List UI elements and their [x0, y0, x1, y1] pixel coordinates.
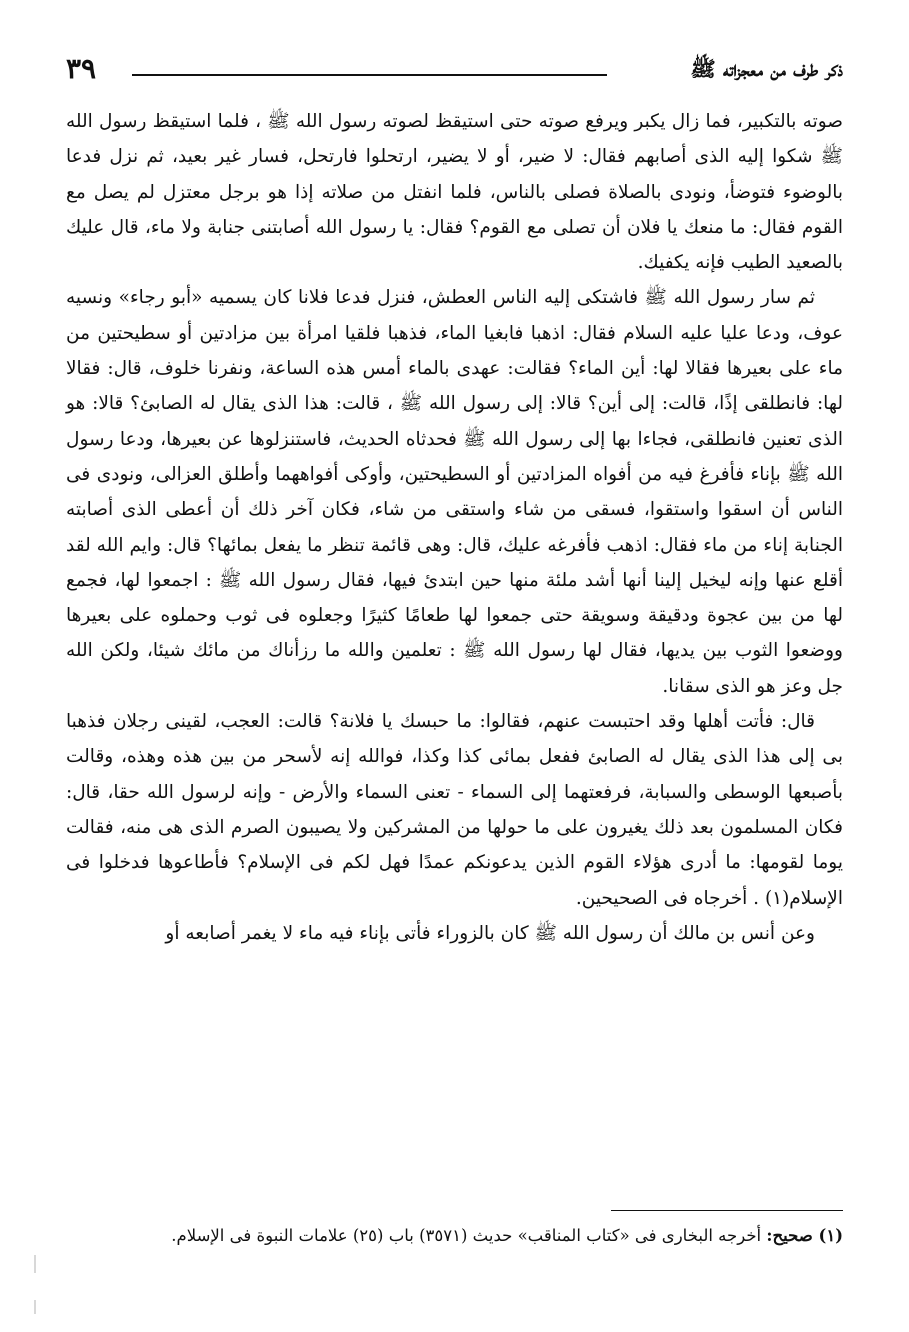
header-rule [132, 74, 607, 76]
page-number: ٣٩ [66, 52, 97, 85]
chapter-title: ذكر طرف من معجزاته ﷺ [690, 56, 843, 81]
footnote-rule [611, 1210, 843, 1211]
paragraph-3: قال: فأتت أهلها وقد احتبست عنهم، فقالوا: ما حبسك يا فلانة؟ قالت: العجب، لقينى رجلان فذهبا بى إلى هذا الذى يقال له الصابئ ففعل بمائى كذا وكذا، فوالله إنه لأسحر من بين هذه وهذه، وقالت بأصبعها الوسطى والسبابة، فرفعتهما إلى السماء - تعنى السماء والأرض - وإنه لرسول الله حقا، قال: فكان المسلمون بعد ذلك يغيرون على ما حولها من المشركين ولا يصيبون الصرم الذى هى منه، فقالت يوما لقومها: ما أدرى هؤلاء القوم الذين يدعونكم عمدًا فهل لكم فى الإسلام؟ فأطاعوها فدخلوا فى الإسلام(١) . أخرجاه فى الصحيحين. [66, 711, 843, 909]
main-text [66, 104, 843, 951]
footnote-label: (١) صحيح: [766, 1226, 843, 1245]
scan-mark [34, 1255, 36, 1273]
paragraph-1: صوته بالتكبير، فما زال يكبر ويرفع صوته حتى استيقظ لصوته رسول الله ﷺ ، فلما استيقظ رسول الله ﷺ شكوا إليه الذى أصابهم فقال: لا ضير، أو لا يضير، ارتحلوا فارتحل، فسار غير بعيد، ثم نزل فدعا بالوضوء فتوضأ، ونودى بالصلاة فصلى بالناس، فلما انفتل من صلاته إذا هو برجل معتزل لم يصل مع القوم فقال: ما منعك يا فلان أن تصلى مع القوم؟ فقال: يا رسول الله أصابتنى جنابة ولا ماء، قال عليك بالصعيد الطيب فإنه يكفيك. [66, 111, 843, 274]
running-header [66, 52, 843, 92]
footnote-text: أخرجه البخارى فى «كتاب المناقب» حديث (٣٥٧١) باب (٢٥) علامات النبوة فى الإسلام. [171, 1226, 767, 1245]
scan-mark [34, 1300, 36, 1314]
footnote [66, 1222, 843, 1250]
paragraph-2: ثم سار رسول الله ﷺ فاشتكى إليه الناس العطش، فنزل فدعا فلانا كان يسميه «أبو رجاء» ونسيه عوف، ودعا عليا عليه السلام فقال: اذهبا فابغيا الماء، فذهبا فلقيا امرأة بين مزادتين أو سطيحتين من ماء على بعيرها فقالا لها: أين الماء؟ فقالت: عهدى بالماء أمس هذه الساعة، ونفرنا خلوف، قال: فقالا لها: فانطلقى إذًا، قالت: إلى أين؟ قالا: إلى رسول الله ﷺ ، قالت: هذا الذى يقال له الصابئ؟ قالا: هو الذى تعنين فانطلقى، فجاءا بها إلى رسول الله ﷺ فحدثاه الحديث، فاستنزلوها عن بعيرها، ودعا رسول الله ﷺ بإناء فأفرغ فيه من أفواه المزادتين أو السطيحتين، وأوكى أفواههما وأطلق العزالى، ونودى فى الناس أن اسقوا واستقوا، فسقى من شاء واستقى من شاء، فكان آخر ذلك أن أعطى الذى أصابته الجنابة إناء من ماء فقال: اذهب فأفرغه عليك، قال: وهى قائمة تنظر ما يفعل بمائها؟ قال: وايم الله لقد أقلع عنها وإنه ليخيل إلينا أنها أشد ملئة منها حين ابتدئ فيها، فقال رسول الله ﷺ : اجمعوا لها، فجمع لها من بين عجوة ودقيقة وسويقة حتى جمعوا لها طعامًا كثيرًا وجعلوه فى ثوب وحملوه على بعيرها ووضعوا الثوب بين يديها، فقال لها رسول الله ﷺ : تعلمين والله ما رزأناك من مائك شيئا، ولكن الله جل وعز هو الذى سقانا. [66, 287, 843, 697]
paragraph-4: وعن أنس بن مالك أن رسول الله ﷺ كان بالزوراء فأتى بإناء فيه ماء لا يغمر أصابعه أو [165, 922, 815, 944]
